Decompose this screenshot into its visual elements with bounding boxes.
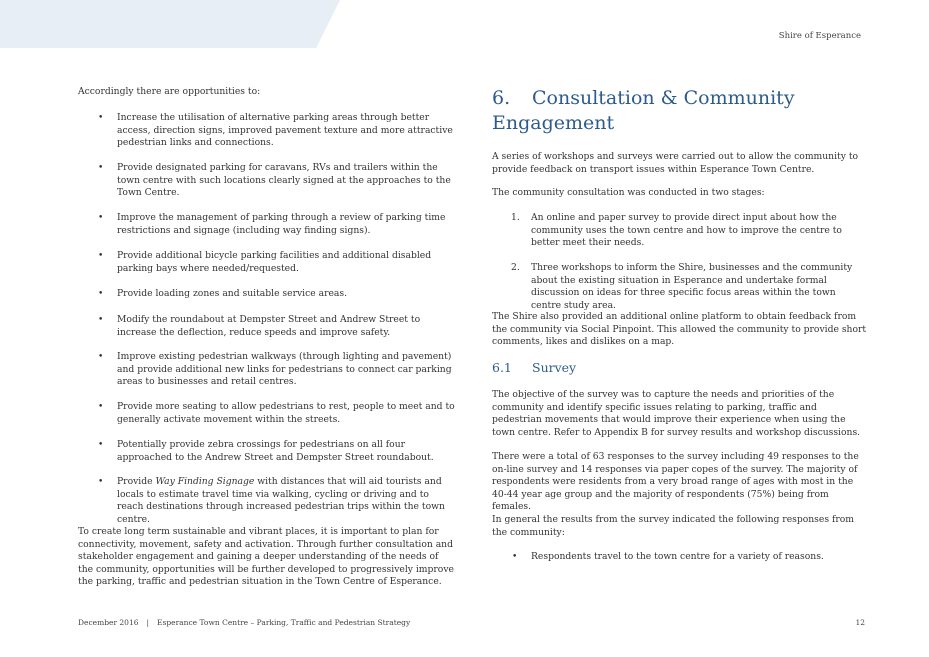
survey-results-paragraph: In general the results from the survey indicated the following responses from the community: bbox=[492, 514, 855, 538]
survey-objective-paragraph: The objective of the survey was to capture the needs and priorities of the community and identify specific issues relating to parking, traffic and pedestrian movements that would improve their experience when using the town centre. Refer to Appendix B for survey results and workshop discussions. bbox=[492, 389, 861, 438]
footer-document-title: Esperance Town Centre – Parking, Traffic and Pedestrian Strategy bbox=[157, 618, 411, 627]
bullet-icon: • bbox=[98, 315, 104, 325]
bullet-icon: • bbox=[98, 251, 104, 261]
social-pinpoint-paragraph: The Shire also provided an additional online platform to obtain feedback from the community via Social Pinpoint. This allowed the community to provide short comments, likes and dislikes on a map. bbox=[492, 311, 867, 348]
section-title: Consultation & Community Engagement bbox=[492, 87, 795, 134]
left-closing-paragraph: To create long term sustainable and vibrant places, it is important to plan for connectivity, movement, safety and activation. Through further consultation and stakeholder engagement and gaining a deeper understanding of the needs of the community, opportunities will be further developed to progressively improve the parking, traffic and pedestrian situation in the Town Centre of Esperance. bbox=[78, 526, 454, 588]
subsection-number: 6.1 bbox=[492, 360, 512, 375]
left-intro: Accordingly there are opportunities to: bbox=[78, 86, 261, 97]
intro-paragraph: A series of workshops and surveys were carried out to allow the community to provide feedback on transport issues within Esperance Town Centre. bbox=[492, 151, 859, 175]
footer-separator: | bbox=[146, 618, 150, 627]
bullet-icon: • bbox=[98, 213, 104, 223]
footer-date: December 2016 bbox=[78, 618, 139, 627]
bullet-icon: • bbox=[98, 163, 104, 173]
page-number: 12 bbox=[855, 618, 865, 627]
section-number: 6. bbox=[492, 87, 511, 109]
subsection-title: Survey bbox=[532, 360, 577, 375]
footer-info bbox=[78, 618, 410, 627]
bullet-icon: • bbox=[98, 477, 104, 487]
survey-responses-paragraph: There were a total of 63 responses to the survey including 49 responses to the on-line survey and 14 responses via paper copes of the survey. The majority of respondents were residents from a very broad range of ages with most in the 40-44 year age group and the majority of respondents (75%) being from females. bbox=[492, 451, 859, 513]
bullet-icon: • bbox=[98, 402, 104, 412]
bullet-icon: • bbox=[98, 289, 104, 299]
header-decoration bbox=[0, 0, 340, 48]
bullet-icon: • bbox=[98, 440, 104, 450]
section-heading bbox=[492, 86, 868, 136]
bullet-icon: • bbox=[512, 552, 518, 562]
header-organization: Shire of Esperance bbox=[778, 31, 861, 41]
subsection-heading bbox=[492, 360, 868, 376]
stages-paragraph: The community consultation was conducted in two stages: bbox=[492, 187, 765, 198]
way-finding-emphasis: Way Finding Signage bbox=[155, 476, 255, 487]
bullet-icon: • bbox=[98, 113, 104, 123]
bullet-icon: • bbox=[98, 352, 104, 362]
